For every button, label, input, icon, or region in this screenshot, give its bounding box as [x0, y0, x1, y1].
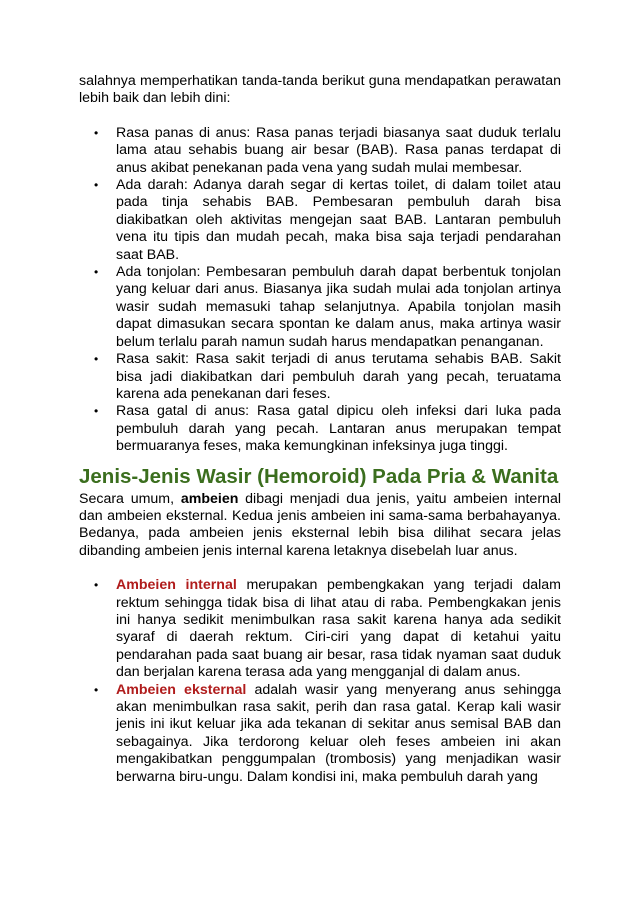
section-heading: Jenis-Jenis Wasir (Hemoroid) Pada Pria & Wanita — [79, 464, 559, 488]
list-item — [79, 177, 561, 264]
bullet-icon: • — [94, 178, 99, 193]
types-text-before: Secara umum, — [79, 490, 175, 507]
list-item — [79, 682, 561, 786]
list-item — [79, 351, 561, 403]
type-description: merupakan pembengkakan yang terjadi dalam rektum sehingga tidak bisa di lihat atau di raba. Pembengkakan jenis ini hanya sedikit menimbulkan rasa sakit karena hanya ada sedikit syaraf di daerah rektum. Ciri-ciri yang dapat di ketahui yaitu pendarahan pada saat buang air besar, rasa tidak nyaman saat duduk dan berjalan karena terasa ada yang mengganjal di dalam anus. — [116, 577, 561, 681]
ambeien-keyword: ambeien — [180, 490, 239, 507]
type-description: adalah wasir yang menyerang anus sehingga akan menimbulkan rasa sakit, perih dan rasa gatal. Kerap kali wasir jenis ini ikut keluar jika ada tekanan di sekitar anus semisal BAB dan sebagainya. Jika terdorong keluar oleh feses ambeien ini akan mengakibatkan penggumpalan (trombosis) yang menjadikan wasir berwarna biru-ungu. Dalam kondisi ini, maka pembuluh darah yang — [116, 681, 561, 785]
term-external: Ambeien eksternal — [116, 681, 247, 698]
list-item — [79, 264, 561, 351]
list-item — [79, 577, 561, 681]
list-item — [79, 125, 561, 177]
bullet-icon: • — [94, 404, 99, 419]
term-internal: Ambeien internal — [116, 577, 237, 594]
intro-paragraph: salahnya memperhatikan tanda-tanda berikut guna mendapatkan perawatan lebih baik dan lebih dini: — [79, 73, 561, 107]
list-item — [79, 403, 561, 455]
bullet-icon: • — [94, 352, 99, 367]
symptom-text: Rasa gatal di anus: Rasa gatal dipicu oleh infeksi dari luka pada pembuluh darah yang pecah. Lantaran anus merupakan tempat bermuaranya feses, maka kemungkinan infeksinya juga tinggi. — [116, 403, 561, 455]
symptom-list — [79, 125, 561, 456]
types-list — [79, 577, 561, 786]
symptom-text: Rasa panas di anus: Rasa panas terjadi biasanya saat duduk terlalu lama atau sehabis buang air besar (BAB). Rasa panas terdapat di anus akibat penekanan pada vena yang sudah mulai membesar. — [116, 124, 561, 176]
symptom-text: Rasa sakit: Rasa sakit terjadi di anus terutama sehabis BAB. Sakit bisa jadi diakibatkan dari pembuluh darah yang pecah, teruatama karena ada penekanan dari feses. — [116, 351, 561, 402]
bullet-icon: • — [94, 578, 99, 593]
types-paragraph — [79, 491, 561, 561]
types-text-after: dibagi menjadi dua jenis, yaitu ambeien internal dan ambeien eksternal. Kedua jenis ambeien ini sama-sama berbahayanya. Bedanya, pada ambeien jenis eksternal lebih bisa dilihat secara jelas dibanding ambeien jenis internal karena letaknya disebelah luar anus. — [79, 490, 561, 559]
symptom-text: Ada darah: Adanya darah segar di kertas toilet, di dalam toilet atau pada tinja sehabis BAB. Pembesaran pembuluh darah bisa diakibatkan oleh aktivitas mengejan saat BAB. Lantaran pembuluh vena itu tipis dan mudah pecah, maka bisa saja terjadi pendarahan saat BAB. — [116, 177, 561, 263]
symptom-text: Ada tonjolan: Pembesaran pembuluh darah dapat berbentuk tonjolan yang keluar dari anus. Biasanya jika sudah mulai ada tonjolan artinya wasir sudah memasuki tahap selanjutnya. Apabila tonjolan masih dapat dimasukan secara spontan ke dalam anus, maka artinya wasir belum terlalu parah namun sudah harus mendapatkan penanganan. — [116, 264, 561, 350]
document-page — [79, 73, 561, 786]
bullet-icon: • — [94, 125, 99, 140]
bullet-icon: • — [94, 265, 99, 280]
bullet-icon: • — [94, 682, 99, 697]
